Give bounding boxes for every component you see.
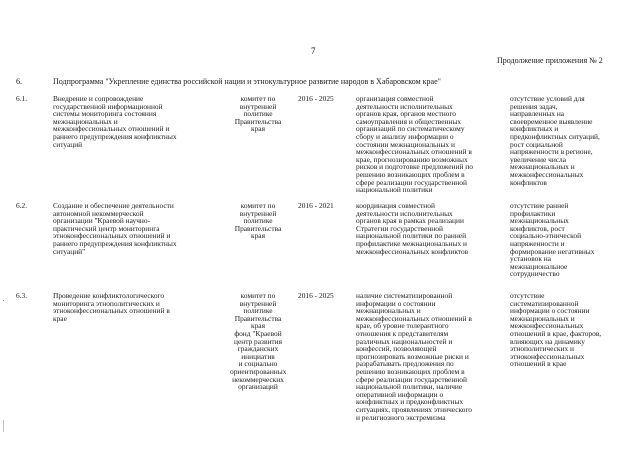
row-number: 6.2. [16,201,28,210]
row-executor: комитет по внутренней политике Правительства края [234,94,282,134]
row-period: 2016 - 2021 [298,201,334,210]
continuation-note: Продолжение приложения № 2 [497,56,603,65]
row-result: организация совместной деятельности исполнительных органов края, органов местного самоуправления и общественных организаций по систематическому сбору и анализу информации о состоянии межнациональных и межконфессиональных отношений в крае, прогнозированию возможных рисков и подготовке предложений по решению возникающих проблем в сфере реализации государственной национальной политики [356,94,473,195]
row-executor: комитет по внутренней политике Правительства края фонд "Краевой центр развития гражданских инициатив и социально ориентированных некоммерческих организаций [230,291,287,392]
scan-mark [3,420,4,432]
row-measure: Создание и обеспечение деятельности автономной некоммерческой организации "Краевой научно- практический центр мониторинга этноконфессиональных отношений и раннего предупреждения конфликтных ситуаций" [53,201,177,256]
row-period: 2016 - 2025 [298,94,334,103]
page-number: 7 [311,46,316,56]
row-result: координация совместной деятельности исполнительных органов края в рамках реализации Стратегии государственной национальной политики по ранней профилактике межнациональных и межконфессиональных конфликтов [356,201,469,256]
row-consequence: отсутствие условий для решения задач, направленных на своевременное выявление конфликтных и предконфликтных ситуаций, рост социальной напряженности в регионе, увеличение числа межнациональных и межконфессиональных конфликтов [510,94,600,187]
scan-mark [3,300,4,301]
section-number: 6. [16,77,22,86]
row-measure: Внедрение и сопровождение государственной информационной системы мониторинга состояния межнациональных и межконфессиональных отношений и раннего предупреждения конфликтных ситуаций [53,94,177,149]
row-result: наличие систематизированной информации о состоянии межнациональных и межконфессиональных отношений в крае, об уровне толерантного отношения к представителям различных национальностей и конфессий, позволяющей прогнозировать возможные риски и разрабатывать предложения по решению возникающих проблем в сфере реализации государственной национальной политики, наличие оперативной информации о конфликтных и предконфликтных ситуациях, проявлениях этнического и религиозного экстремизма [356,291,472,422]
row-executor: комитет по внутренней политике Правительства края [234,201,282,241]
row-measure: Проведение конфликтологического мониторинга этнополитических и этноконфессиональных отношений в крае [53,291,170,323]
row-consequence: отсутствие ранней профилактики межнациональных конфликтов, рост социально-этнической напряженности и формирование негативных установок на межнациональное сотрудничество [510,201,595,279]
row-period: 2016 - 2025 [298,291,334,300]
section-title: Подпрограмма "Укрепление единства российской нации и этнокультурное развитие народов в Хабаровском крае" [53,77,441,86]
row-number: 6.3. [16,291,28,300]
row-consequence: отсутствие систематизированной информации о состоянии межнациональных и межконфессиональных отношений в крае, факторов, влияющих на динамику этнополитических и этноконфессиональных отношений в крае [510,291,602,369]
row-number: 6.1. [16,94,28,103]
